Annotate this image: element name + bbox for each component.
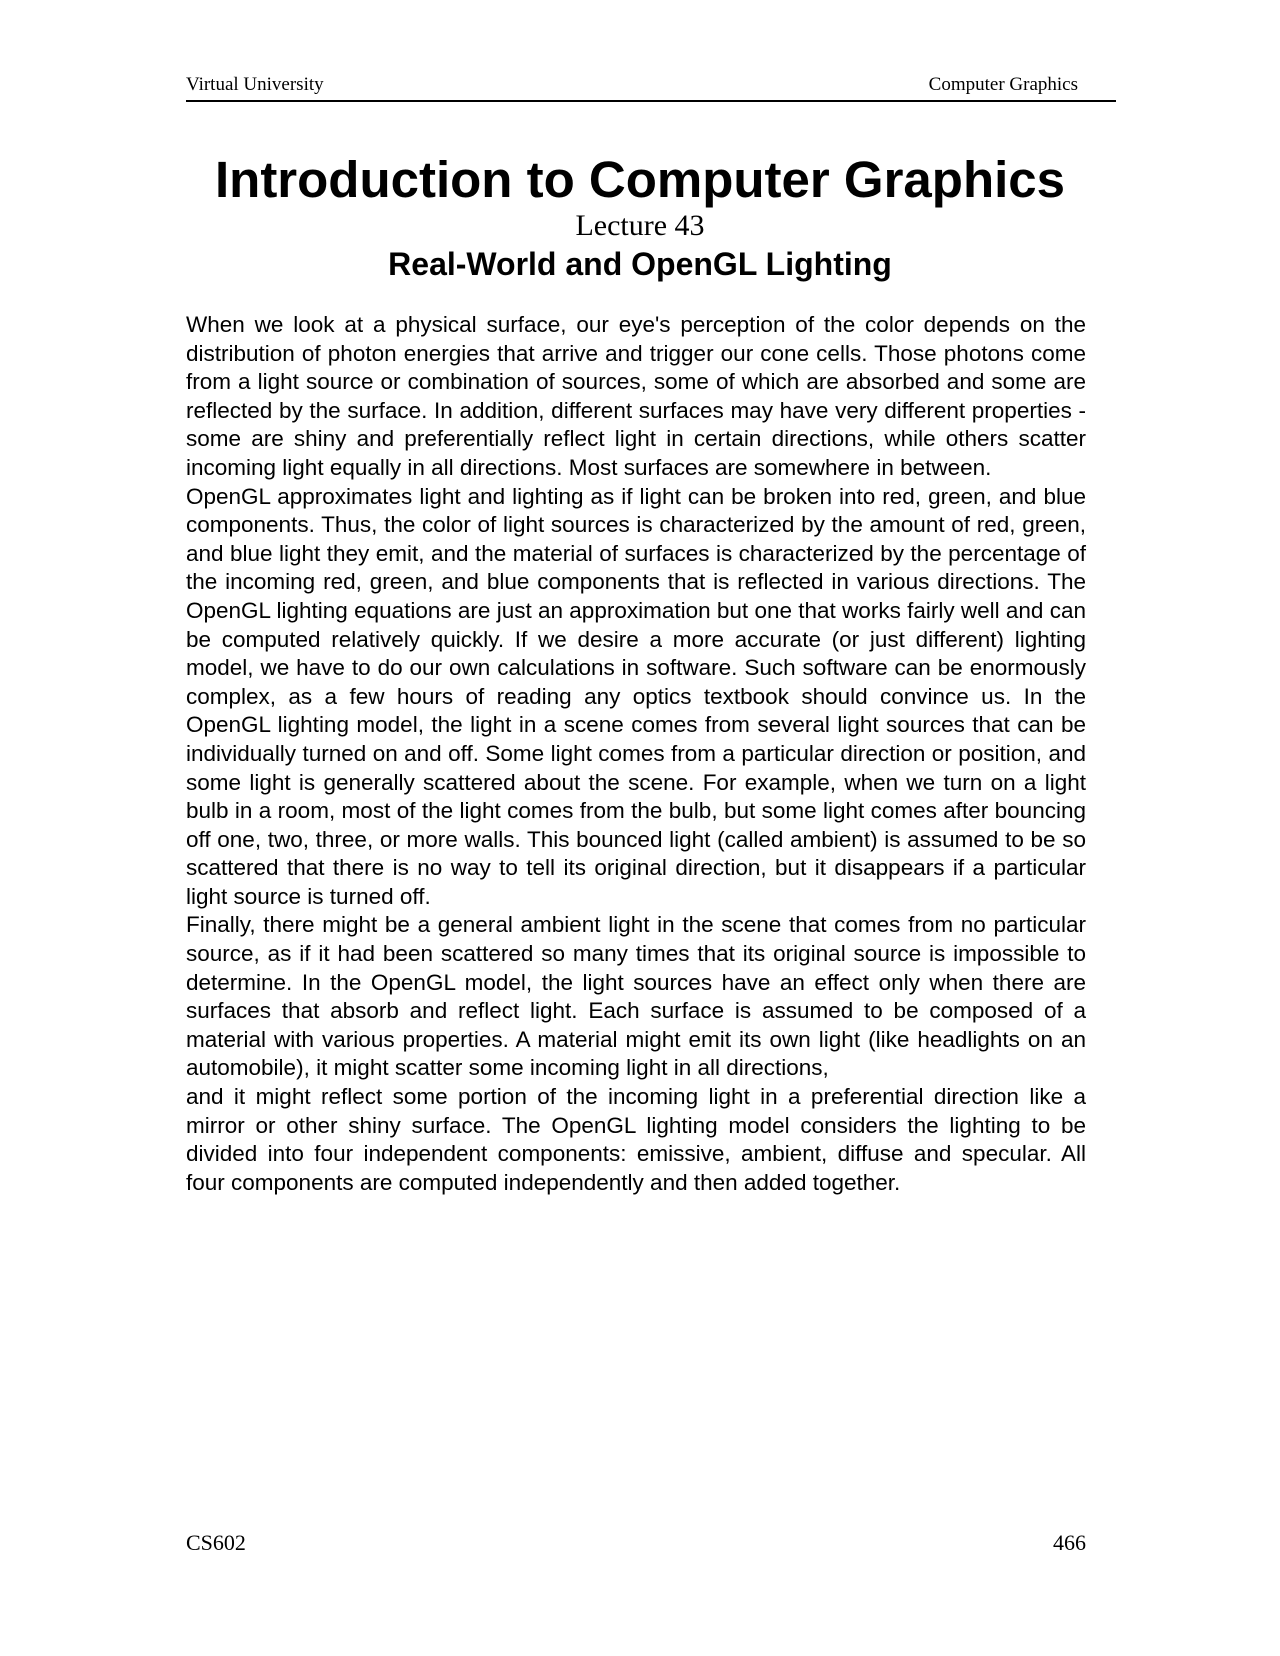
paragraph: Finally, there might be a general ambient light in the scene that comes from no particular source, as if it had been scattered so many times that its original source is impossible to determine. In the OpenGL model, the light sources have an effect only when there are surfaces that absorb and reflect light. Each surface is assumed to be composed of a material with various properties. A material might emit its own light (like headlights on an automobile), it might scatter some incoming light in all directions, <box>186 912 1086 1081</box>
header-institution: Virtual University <box>186 74 324 95</box>
document-title: Introduction to Computer Graphics <box>215 151 1065 208</box>
body-text <box>186 311 1086 1197</box>
paragraph: OpenGL approximates light and lighting as if light can be broken into red, green, and blue components. Thus, the color of light sources is characterized by the amount of red, green, and blue light they emit, and the material of surfaces is characterized by the percentage of the incoming red, green, and blue components that is reflected in various directions. The OpenGL lighting equations are just an approximation but one that works fairly well and can be computed relatively quickly. If we desire a more accurate (or just different) lighting model, we have to do our own calculations in software. Such software can be enormously complex, as a few hours of reading any optics textbook should convince us. In the OpenGL lighting model, the light in a scene comes from several light sources that can be individually turned on and off. Some light comes from a particular direction or position, and some light is generally scattered about the scene. For example, when we turn on a light bulb in a room, most of the light comes from the bulb, but some light comes after bouncing off one, two, three, or more walls. This bounced light (called ambient) is assumed to be so scattered that there is no way to tell its original direction, but it disappears if a particular light source is turned off. <box>186 483 1086 909</box>
lecture-number: Lecture 43 <box>575 209 705 242</box>
running-footer <box>186 1530 1086 1560</box>
section-title: Real-World and OpenGL Lighting <box>388 246 892 282</box>
running-header <box>186 72 1116 102</box>
paragraph: When we look at a physical surface, our eye's perception of the color depends on the distribution of photon energies that arrive and trigger our cone cells. Those photons come from a light source or combination of sources, some of which are absorbed and some are reflected by the surface. In addition, different surfaces may have very different properties - some are shiny and preferentially reflect light in certain directions, while others scatter incoming light equally in all directions. Most surfaces are somewhere in between. <box>186 312 1086 480</box>
page-number: 466 <box>1053 1530 1086 1555</box>
footer-course-code: CS602 <box>186 1530 246 1555</box>
header-course: Computer Graphics <box>928 74 1078 95</box>
paragraph: and it might reflect some portion of the incoming light in a preferential direction like a mirror or other shiny surface. The OpenGL lighting model considers the lighting to be divided into four independent components: emissive, ambient, diffuse and specular. All four components are computed independently and then added together. <box>186 1084 1086 1195</box>
